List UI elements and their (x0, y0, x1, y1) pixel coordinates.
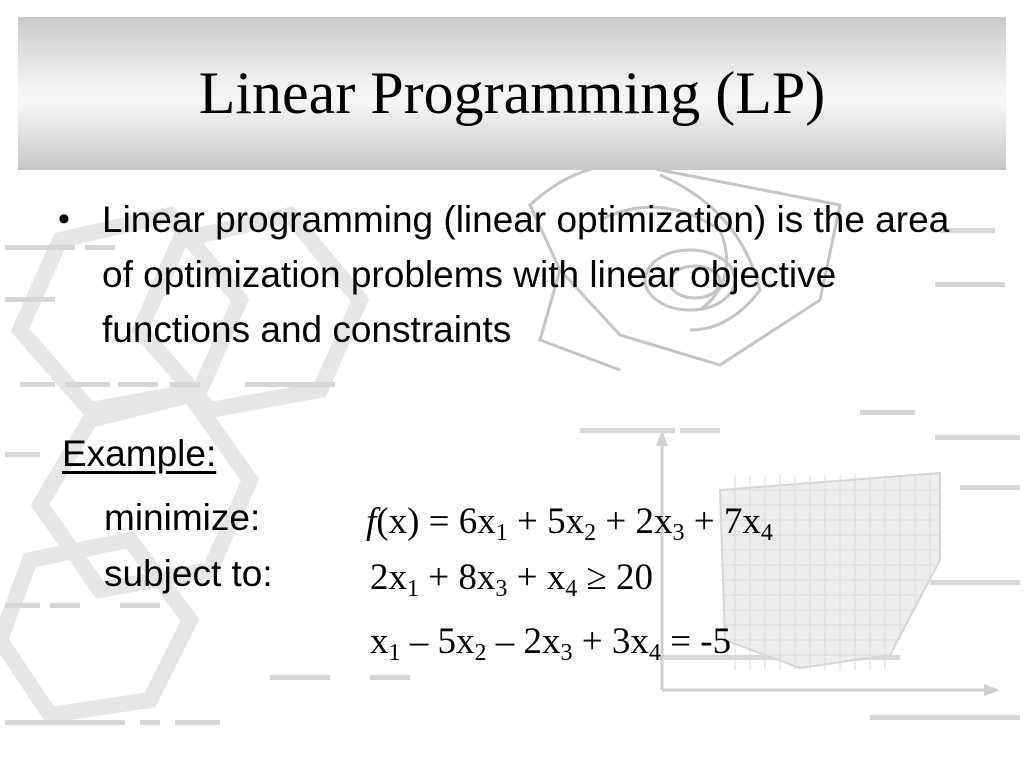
minimize-label: minimize: (104, 497, 261, 538)
constraint-1: $2x_1 + 8x_3 + x_4 \ge 20$ (370, 557, 654, 602)
bullet-dot-icon: • (58, 200, 70, 238)
constraint-2: $x_1 - 5x_2 - 2x_3 + 3x_4 = -5$ (370, 621, 732, 666)
objective-function: $f(x) = 6x_1 + 5x_2 + 2x_3 + 7x_4$ (366, 501, 773, 546)
subject-to-label: subject to: (104, 553, 273, 594)
function-symbol: f (366, 501, 377, 542)
bullet-text: Linear programming (linear optimization) is the area of optimization problems with linear objective functions and constraints (102, 199, 950, 350)
slide-title: Linear Programming (LP) (198, 60, 826, 126)
example-heading: Example: (62, 433, 217, 474)
